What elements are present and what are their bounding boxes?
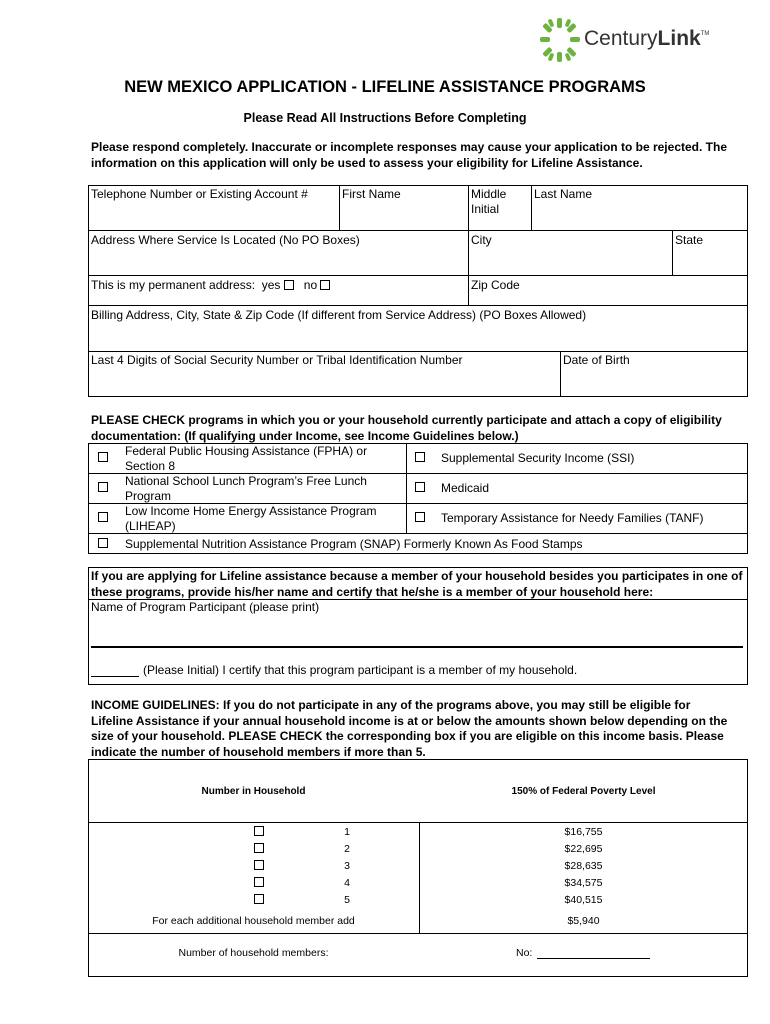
medicaid-label: Medicaid [441,481,490,495]
income-amount: $28,635 [564,860,603,872]
ssi-label: Supplemental Security Income (SSI) [441,451,635,465]
yes-label: yes [261,278,281,292]
address-field[interactable]: Address Where Service Is Located (No PO Boxes) [91,233,360,247]
nslp-label [125,474,367,504]
additional-member-amount: $5,940 [567,915,600,927]
date-of-birth-field[interactable]: Date of Birth [563,353,630,367]
participant-name-label: Name of Program Participant (please print) [91,600,320,614]
household-members-input[interactable] [537,958,650,959]
no-label: no [303,278,318,292]
city-field[interactable]: City [471,233,492,247]
income-amount: $40,515 [564,894,603,906]
intro-text: Please respond completely. Inaccurate or incomplete responses may cause your application to be rejected. The information on this application will only be used to assess your eligibility for Lifeline Assistance. [91,140,727,170]
initial-label: Initial [471,202,500,216]
nslp-checkbox[interactable] [98,482,108,492]
participant-name-line[interactable] [91,646,743,648]
state-field[interactable]: State [675,233,704,247]
household-members-label: Number of household members: [178,947,329,959]
liheap-line-1: Low Income Home Energy Assistance Program [125,504,377,518]
household-count: 3 [344,860,350,872]
liheap-line-2: (LIHEAP) [125,519,176,533]
permanent-address-row [91,278,330,293]
telephone-field[interactable]: Telephone Number or Existing Account # [91,187,308,201]
tanf-checkbox[interactable] [415,512,425,522]
ssn-field[interactable]: Last 4 Digits of Social Security Number or Tribal Identification Number [91,353,463,367]
additional-member-label: For each additional household member add [152,915,355,927]
ssi-checkbox[interactable] [415,452,425,462]
household-column-header: Number in Household [201,786,306,797]
liheap-label [125,504,376,534]
snap-label: Supplemental Nutrition Assistance Program (SNAP) Formerly Known As Food Stamps [125,537,583,551]
household-2-checkbox[interactable] [254,843,264,853]
nslp-line-1: National School Lunch Program’s Free Lunch [125,474,367,488]
centurylink-logo-icon [538,16,582,64]
medicaid-checkbox[interactable] [415,482,425,492]
page-subtitle: Please Read All Instructions Before Completing [243,111,527,125]
income-amount: $16,755 [564,826,603,838]
last-name-field[interactable]: Last Name [534,187,593,201]
no-checkbox[interactable] [320,280,330,290]
income-amount: $34,575 [564,877,603,889]
household-members-no-label: No: [516,947,533,959]
middle-initial-field[interactable] [471,187,506,217]
income-heading: INCOME GUIDELINES: If you do not participate in any of the programs above, you may still be eligible for Lifeline Assistance if your annual household income is at or below the amounts shown below depending on the size of your household. PLEASE CHECK the corresponding box if you are eligible on this income basis. Please indicate the number of household members if more than 5. [91,698,728,759]
household-count: 2 [344,843,350,855]
household-count: 1 [344,826,350,838]
centurylink-logo [538,16,708,64]
household-3-checkbox[interactable] [254,860,264,870]
first-name-field[interactable]: First Name [342,187,401,201]
poverty-level-column-header: 150% of Federal Poverty Level [511,786,656,797]
liheap-checkbox[interactable] [98,512,108,522]
billing-address-field[interactable]: Billing Address, City, State & Zip Code (If different from Service Address) (PO Boxes Allowed) [91,308,587,322]
zip-code-field[interactable]: Zip Code [471,278,520,292]
participant-heading: If you are applying for Lifeline assistance because a member of your household besides you participates in one of these programs, provide his/her name and certify that he/she is a member of your household here: [91,569,743,599]
fpha-line-2: Section 8 [125,459,176,473]
household-count: 5 [344,894,350,906]
fpha-checkbox[interactable] [98,452,108,462]
household-4-checkbox[interactable] [254,877,264,887]
tanf-label: Temporary Assistance for Needy Families (TANF) [441,511,704,525]
programs-heading: PLEASE CHECK programs in which you or your household currently participate and attach a copy of eligibility documentation: (If qualifying under Income, see Income Guidelines below.) [91,413,722,443]
household-1-checkbox[interactable] [254,826,264,836]
fpha-label [125,444,367,474]
permanent-address-label: This is my permanent address: [91,278,256,292]
initial-line[interactable] [91,676,139,677]
household-5-checkbox[interactable] [254,894,264,904]
fpha-line-1: Federal Public Housing Assistance (FPHA) or [125,444,368,458]
household-count: 4 [344,877,350,889]
yes-checkbox[interactable] [284,280,294,290]
certify-text: (Please Initial) I certify that this program participant is a member of my household. [143,663,578,677]
page-title: NEW MEXICO APPLICATION - LIFELINE ASSISTANCE PROGRAMS [124,78,646,96]
nslp-line-2: Program [125,489,172,503]
middle-label: Middle [471,187,507,201]
snap-checkbox[interactable] [98,538,108,548]
brand-name: CenturyLink™ [584,27,710,50]
income-amount: $22,695 [564,843,603,855]
